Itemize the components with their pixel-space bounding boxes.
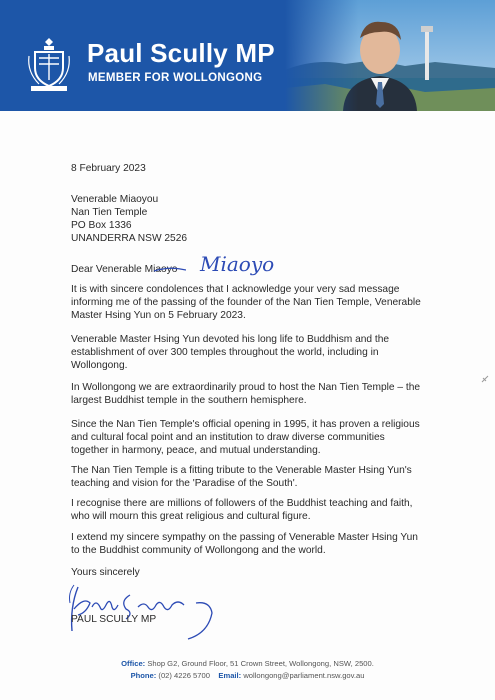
phone-label: Phone: xyxy=(130,671,157,680)
address-line: Nan Tien Temple xyxy=(71,207,148,218)
office-address: Shop G2, Ground Floor, 51 Crown Street, Wollongong, NSW, 2500. xyxy=(147,659,374,668)
letter-date: 8 February 2023 xyxy=(71,163,146,174)
closing: Yours sincerely xyxy=(71,567,140,578)
email-address[interactable]: wollongong@parliament.nsw.gov.au xyxy=(243,671,365,680)
recipient-address xyxy=(71,193,187,245)
address-line: Venerable Miaoyou xyxy=(71,194,159,205)
strikethrough-mark xyxy=(154,263,186,275)
paragraph-line: Wollongong. xyxy=(71,360,128,371)
paragraph-line: Venerable Master Hsing Yun devoted his long life to Buddhism and the xyxy=(71,334,390,345)
paragraph xyxy=(71,333,441,372)
paragraph-line: I recognise there are millions of followers of the Buddhist teaching and faith, xyxy=(71,498,413,509)
paragraph-line: to the Buddhist community of Wollongong and the world. xyxy=(71,545,326,556)
paragraph-line: teaching and vision for the 'Paradise of the South'. xyxy=(71,478,298,489)
paragraph-line: and cultural focal point and an institution to draw diverse communities xyxy=(71,432,385,443)
paragraph-line: who will mourn this great religious and cultural figure. xyxy=(71,511,311,522)
handwritten-name: Miaoyo xyxy=(200,252,275,276)
paragraph-line: In Wollongong we are extraordinarily proud to host the Nan Tien Temple – the xyxy=(71,382,421,393)
paragraph xyxy=(71,464,441,490)
handwritten-signature xyxy=(60,583,230,641)
member-title: MEMBER FOR WOLLONGONG xyxy=(88,72,263,84)
paragraph-line: The Nan Tien Temple is a fitting tribute to the Venerable Master Hsing Yun's xyxy=(71,465,412,476)
paragraph-line: together in harmony, peace, and mutual understanding. xyxy=(71,445,321,456)
paragraph-line: I extend my sincere sympathy on the passing of Venerable Master Hsing Yun xyxy=(71,532,418,543)
paragraph-line: establishment of over 300 temples throughout the world, including in xyxy=(71,347,379,358)
email-label: Email: xyxy=(218,671,242,680)
parliament-crest-icon xyxy=(25,36,73,92)
portrait-coastline-photo xyxy=(285,0,495,111)
phone-number: (02) 4226 5700 xyxy=(158,671,210,680)
paragraph-line: informing me of the passing of the founder of the Nan Tien Temple, Venerable xyxy=(71,297,421,308)
paragraph-line: It is with sincere condolences that I acknowledge your very sad message xyxy=(71,284,400,295)
member-name: Paul Scully MP xyxy=(87,38,275,68)
paragraph xyxy=(71,381,441,407)
paragraph-line: Master Hsing Yun on 5 February 2023. xyxy=(71,310,246,321)
paragraph xyxy=(71,531,441,557)
paragraph xyxy=(71,418,441,457)
margin-mark-icon xyxy=(480,374,490,384)
footer-contact xyxy=(0,671,495,680)
address-line: PO Box 1336 xyxy=(71,220,132,231)
salutation: Dear Venerable Miaoyo xyxy=(71,264,178,275)
paragraph-line: Since the Nan Tien Temple's official opening in 1995, it has proven a religious xyxy=(71,419,420,430)
signatory-name: PAUL SCULLY MP xyxy=(71,614,157,625)
address-line: UNANDERRA NSW 2526 xyxy=(71,233,188,244)
paragraph-line: largest Buddhist temple in the southern hemisphere. xyxy=(71,395,307,406)
letterhead-banner xyxy=(0,0,495,111)
footer-office xyxy=(0,659,495,668)
office-label: Office: xyxy=(121,659,146,668)
paragraph xyxy=(71,497,441,523)
paragraph xyxy=(71,283,441,322)
